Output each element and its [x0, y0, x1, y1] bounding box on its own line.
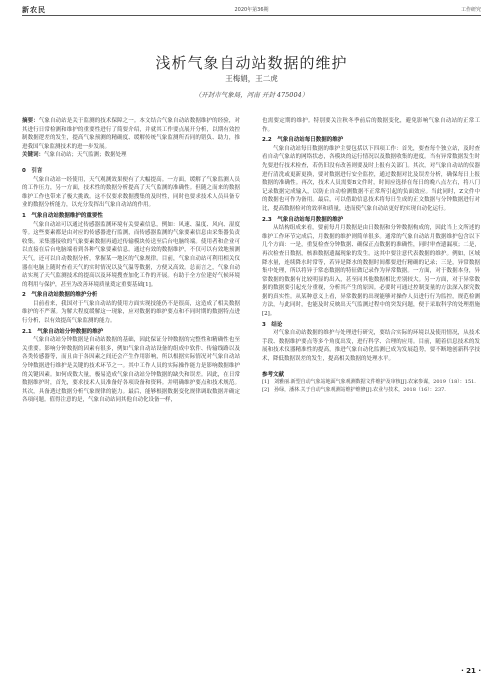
- heading-section-2-1: 2.1 气象自动站分钟数据的维护: [22, 328, 104, 335]
- article-title: 浅析气象自动站数据的维护: [155, 54, 348, 72]
- paragraph-section-1: 气象自动站可以通过传感器监测环境有关要素信息，例如：风速、温度、风向、湿度等。这些要素都是由对应的传感器进行监测，而传感器监测的气象要素信息由采集器负责收集。采集器接收的气象要素数据再通过传输模块传送至后台电脑终端。使用者和企业可以直接在后台电脑端看到各种气象要素信息。通过有效的数据维护，不仅可以有效地预测天气，还可以自动数据分析，掌握某一地区的气象规律。目前，气象自动站可利用相关仪器在电脑上随时查看天气的实时情况以及气温等数据，方便又高效。总而言之，气象自动站实现了天气监测技术的提高以及环境搜查加化工作的开展。有助于全方位建好气候环境的利用与保护，甚至为改善环境质量奠定重要基础[1]。: [22, 221, 240, 288]
- heading-conclusion: 3 结论: [262, 321, 283, 328]
- right-column: [262, 117, 480, 394]
- paragraph-continued: 也需要定期的维护。特别要关注秋冬季前后的数据变化，避免影响气象自动站的正常工作。: [262, 118, 480, 133]
- journal-logo: 新农民: [22, 6, 46, 14]
- left-column: [22, 117, 240, 405]
- running-header: [22, 4, 481, 20]
- paragraph-introduction: 气象自动站一经使用，天气观测效果便有了大幅提高。一方面，缓解了气象监测人员的工作压力，另一方面，技术性的数据分析提高了天气监测的准确性。但随之而来的数据维护工作也带来了极大挑战。这不仅要求数据搜集的及时性，同时也要求技术人员具备专业的数据分析能力，以充分发挥出气象自动站的作用。: [22, 176, 240, 209]
- paragraph-section-2: 目前看来，我国对于气象自动站的使用方面实现技能仍不是很高，这造成了相关数据维护的不严谨。为解大程度缓解这一现象，应对数据的维护要点和不同时期的数据特点进行分析，以有效提高气象监测的能力。: [22, 300, 240, 325]
- keywords-text: 气象自动站；天气监测；数据处理: [44, 152, 127, 159]
- heading-introduction: 0 引言: [22, 167, 43, 174]
- keywords-label: 关键词：: [22, 152, 45, 159]
- paragraph-section-2-1: 气象自动站分钟数据是自动站数据的基础，因此保证分钟数据的完整性和精确性也至关重要。影响分钟数据的因素有很多，例如气象自动站设备的组成中软件、传输线路以及各类传感器等，而且由于各因素之间还会产生作用影响，所以根据实际情况对气象自动站分钟数据进行维护是关键的技术环节之一。其中工作人员的实际操作能力是影响数据维护的关键因素。如何成数大量，极易造成气象自动站分钟数据的缺失和误差。因此，在日常数据维护时，首先，要求技术人员准备好各项设备和资料。并明确维护要点和技术规范。其次，具备透过数据分析气象规律的能力。最后，能够根据数据变化规律调取数据并确定各项问题。值得注意的是，气象自动站同其他自动化设备一样，: [22, 337, 240, 404]
- heading-section-2-3: 2.3 气象自动站每月数据的维护: [262, 216, 344, 223]
- abstract: [22, 117, 240, 151]
- heading-section-1: 1 气象自动站数据维护的重要性: [22, 212, 103, 219]
- issue-label: 2020年第36期: [234, 7, 269, 13]
- section-label: 工作研究: [460, 7, 481, 13]
- paragraph-section-2-2: 气象自动站每日数据的维护主要包括以下四项工作：首先，要查每个独立站，及时查看自动气象站的网络状态，各模块的运行情况以及数据收集的进度。当有异常数据发生时先要进行技术检查，若仍旧没有改善则要及时上报有关部门。其次，对气象自动站的仪器进行清洗或更新更换，要对数据进行安全监控，通过数据对比及误差分析，确保每日上报数据的准确性。再次，技术人员需要B文件时，时间应选择在每日的晚八点左右，将八门记录数据完成输入，以防止自动检测数据不正常所引起的负面效应。当此同时，Z文件中的数据也可作为备用。最后，可以借助信息技术将每日生成的正文数据与分钟数据进行对比，提高数据检对的效率和质量，进而使气象自动站更好的实现自动化运行。: [262, 145, 480, 212]
- header-divider: [22, 15, 481, 16]
- paragraph-section-2-3: 从结构组成来看，要前每月月数据是由日数据和分钟数据构成的，因此当上文所述的维护工作环节完成后，月数据的维护则简单很多。通常的气象自动站月数据维护包含以下几个方面：一是，重复检查分钟数据、确保正点数据的准确性，同时审查遗漏项；二是，再次检查日数据，核准数据遗漏现象的发生。这其中要注意代表数据的维护。例如，区域降水量，连续降水时常等，若异是降水的数据时间都要进行精确的记录；三是，异常数据集中处理，所以将异于常态数据的特征做记录作为异常数据。一方面，对于数据本身，异常数据的数据有比较明显的出入，甚至同其他数据相比差别较大。另一方面，对于异常数据的数据要引起充分重视，分析其产生的原因。必要时可通过控制变量的方法深入探究数据的真实性。从某种意义上看，异常数据的出现能够对操作人员进行行为监控，规范检测方法，与此同时，也能及时反映出天气监测过程中的突发问题，便于采取科学的处理措施[2]。: [262, 225, 480, 318]
- reference-item: [2] 孙绿，潘林.关于自动气象观测站维护维修[J].农业与技术，2018（16）：237.: [262, 386, 446, 393]
- article-affiliation: （开封市气象局，河南 开封 475004）: [194, 91, 309, 99]
- abstract-text: 气象自动站是关于监测的技术保障之一。本文结合气象自动站数据维护的经验，对其进行日常检测和维护的重要性进行了简要介绍，并就其工作要点展开分析，以期有效控制数据逻差的发生，提高气象预测的精确度、缓解传统气象监测所否同的错负、助力，推进我国气象监测技术的进一步发展。: [22, 118, 240, 150]
- abstract-label: 摘要：: [22, 118, 39, 124]
- paragraph-conclusion: 对气象自动站数据的维护与处理进行研究，要结合实际的环境以及使用情况，从技术手段、数据维护要点等多个角度出发，进行科学、合理的应用。目前，随着信息技术的发展和技术仪器精准性的提高，推进气象自动化监测已成为发展趋势，要不断地创新科学技术，降低数据误差的发生，提高相关数据的处理水平。: [262, 330, 480, 363]
- article-authors: 王梅娟，王二虎: [225, 74, 278, 83]
- keywords: [22, 151, 240, 160]
- heading-section-2-2: 2.2 气象自动站每日数据的维护: [262, 137, 344, 144]
- page-number: · 21 ·: [461, 667, 481, 675]
- reference-item: [1] 刘雅丽.新型自动气象站地面气象观测数据文件维护及审核[J].农家参谋，2019（18）：151.: [262, 379, 476, 386]
- references-heading: 参考文献: [262, 371, 285, 378]
- heading-section-2: 2 气象自动站数据的维护分析: [22, 292, 98, 299]
